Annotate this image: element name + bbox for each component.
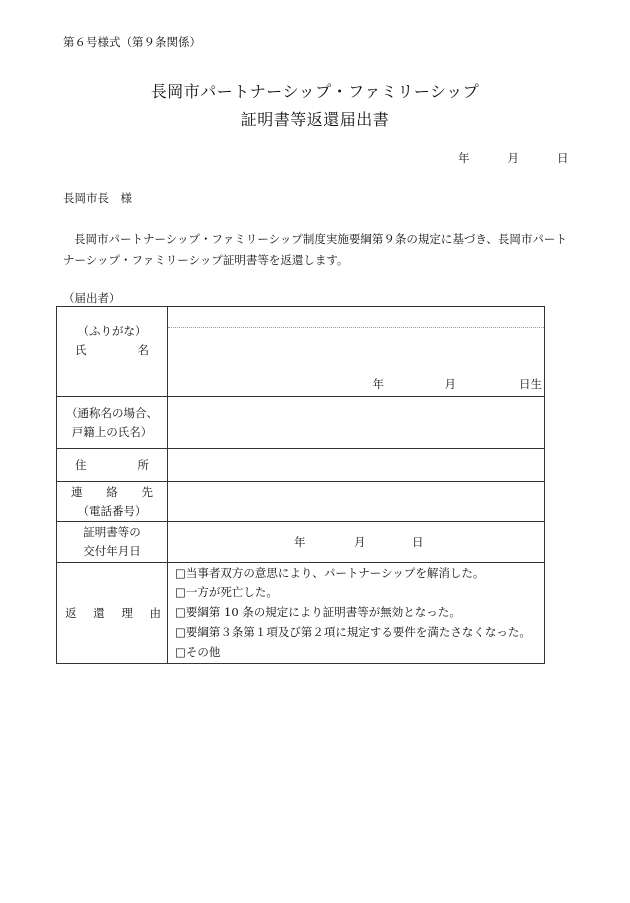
name-label [57, 341, 167, 360]
reason-row [57, 563, 545, 664]
phone-label: （電話番号） [77, 503, 147, 518]
date-month-label: 月 [507, 151, 519, 165]
name-label-char1: 氏 [75, 342, 87, 357]
name-value-cell[interactable] [168, 307, 545, 397]
contact-label-char1: 連 [71, 484, 83, 499]
document-title-line2: 証明書等返還届出書 [240, 110, 390, 129]
contact-label [57, 483, 167, 502]
document-title-line1: 長岡市パートナーシップ・ファミリーシップ [150, 82, 480, 101]
reason-label [57, 604, 167, 623]
alias-label-line2: 戸籍上の氏名） [71, 424, 153, 439]
reason-option-other[interactable]: □その他 [175, 644, 221, 659]
alias-label-line1: （通称名の場合、 [66, 405, 158, 420]
alias-row [57, 397, 545, 449]
birth-month-label: 月 [444, 377, 456, 391]
name-label-char2: 名 [137, 342, 149, 357]
address-label-char1: 住 [75, 457, 87, 472]
reason-option-invalidated[interactable]: □要綱第 10 条の規定により証明書等が無効となった。 [175, 605, 461, 620]
reason-label-cell [57, 563, 168, 664]
issue-year-label: 年 [294, 535, 306, 549]
birth-date-field[interactable] [168, 328, 544, 396]
contact-label-char2: 絡 [106, 484, 118, 499]
reason-label-char3: 理 [121, 605, 133, 620]
form-number: 第６号様式（第９条関係） [63, 35, 201, 49]
address-label [57, 456, 167, 475]
submission-date [458, 150, 569, 166]
reason-label-char1: 返 [65, 605, 77, 620]
issue-date-label-line2: 交付年月日 [83, 544, 141, 558]
issue-month-label: 月 [354, 535, 366, 549]
body-text: 長岡市パートナーシップ・ファミリーシップ制度実施要綱第９条の規定に基づき、長岡市パートナーシップ・ファミリーシップ証明書等を返還します。 [63, 232, 567, 267]
reason-options [168, 563, 545, 664]
issue-date-row [57, 522, 545, 563]
reason-option-dissolved[interactable]: □当事者双方の意思により、パートナーシップを解消した。 [175, 565, 485, 580]
issue-date-value-cell[interactable] [168, 522, 545, 563]
contact-label-cell [57, 482, 168, 522]
alias-value-cell[interactable] [168, 397, 545, 449]
address-label-cell [57, 449, 168, 482]
name-row [57, 307, 545, 397]
reason-label-char2: 還 [93, 605, 105, 620]
alias-label-cell [57, 397, 168, 449]
contact-value-cell[interactable] [168, 482, 545, 522]
contact-row [57, 482, 545, 522]
applicant-table [56, 306, 545, 664]
date-year-label: 年 [458, 151, 470, 165]
birth-year-label: 年 [372, 377, 384, 391]
issue-date-label-line1: 証明書等の [83, 525, 141, 539]
date-day-label: 日 [557, 151, 569, 165]
furigana-label: （ふりがな） [77, 323, 147, 338]
address-label-char2: 所 [137, 457, 149, 472]
contact-label-char3: 先 [141, 484, 153, 499]
reason-option-requirements-unmet[interactable]: □要綱第３条第１項及び第２項に規定する要件を満たさなくなった。 [175, 624, 531, 639]
applicant-label: （届出者） [63, 291, 121, 305]
address-value-cell[interactable] [168, 449, 545, 482]
reason-label-char4: 由 [149, 605, 161, 620]
issue-day-label: 日 [412, 535, 424, 549]
name-label-cell [57, 307, 168, 397]
address-row [57, 449, 545, 482]
issue-date-label-cell [57, 522, 168, 563]
furigana-field[interactable] [168, 307, 544, 328]
birth-day-label: 日生 [519, 377, 542, 391]
reason-option-deceased[interactable]: □一方が死亡した。 [175, 585, 278, 600]
addressee: 長岡市長 様 [63, 191, 132, 205]
issue-date-field[interactable] [168, 522, 544, 562]
